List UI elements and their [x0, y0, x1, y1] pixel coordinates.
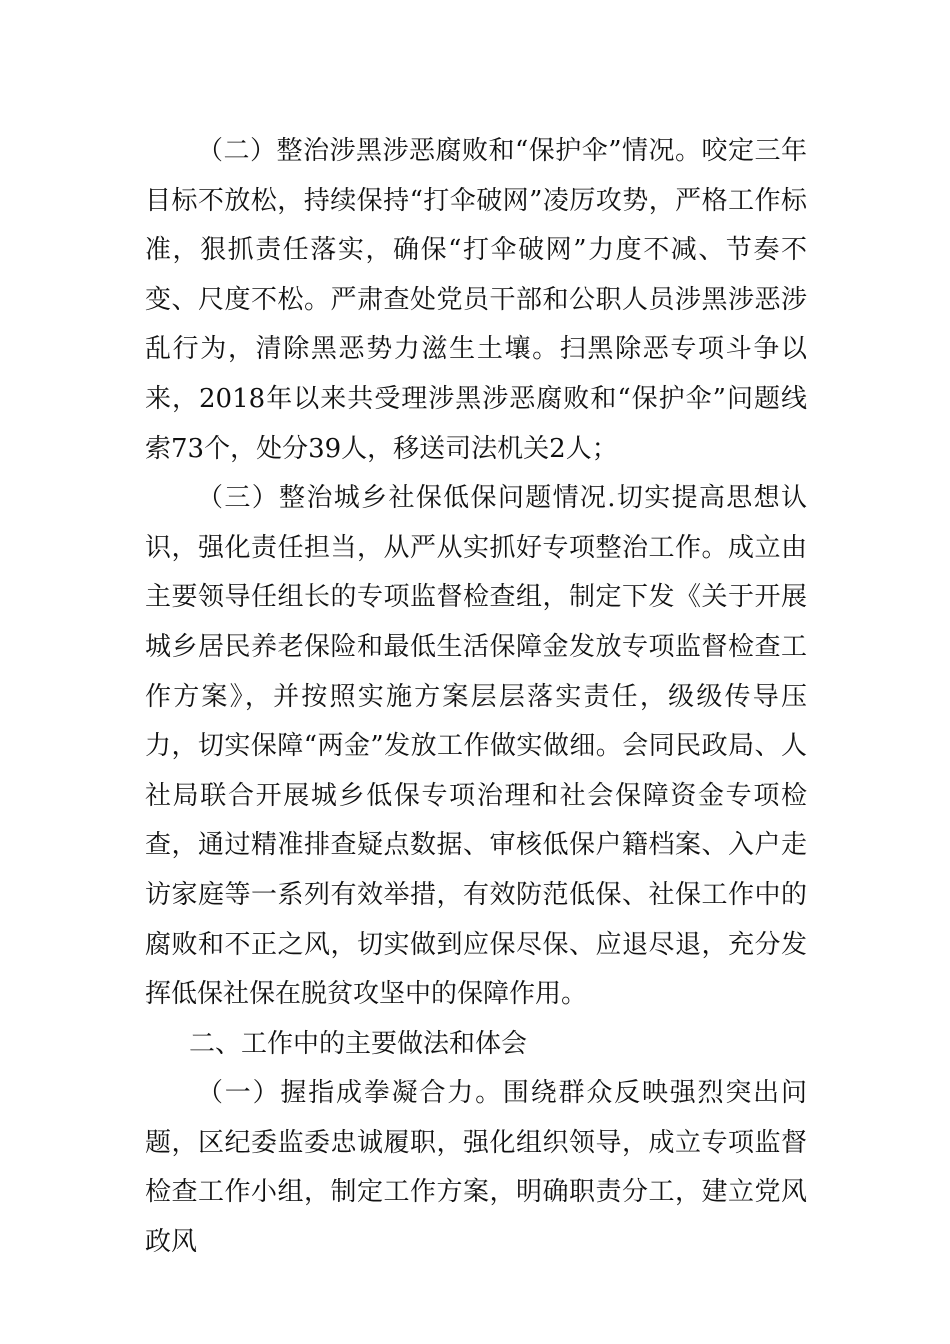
- document-body: [145, 127, 807, 1268]
- paragraph-section-2: （二）整治涉黑涉恶腐败和“保护伞”情况。咬定三年目标不放松，持续保持“打伞破网”凌厉攻势，严格工作标准，狠抓责任落实，确保“打伞破网”力度不减、节奏不变、尺度不松。严肃查处党员干部和公职人员涉黑涉恶涉乱行为，清除黑恶势力滋生土壤。扫黑除恶专项斗争以来，2018年以来共受理涉黑涉恶腐败和“保护伞”问题线索73个，处分39人，移送司法机关2人；: [145, 136, 807, 464]
- section-heading: 二、工作中的主要做法和体会: [189, 1028, 528, 1059]
- paragraph-section-3: （三）整治城乡社保低保问题情况.切实提高思想认识，强化责任担当，从严从实抓好专项整治工作。成立由主要领导任组长的专项监督检查组，制定下发《关于开展城乡居民养老保险和最低生活保障金发放专项监督检查工作方案》，并按照实施方案层层落实责任，级级传导压力，切实保障“两金”发放工作做实做细。会同民政局、人社局联合开展城乡低保专项治理和社会保障资金专项检查，通过精准排查疑点数据、审核低保户籍档案、入户走访家庭等一系列有效举措，有效防范低保、社保工作中的腐败和不正之风，切实做到应保尽保、应退尽退，充分发挥低保社保在脱贫攻坚中的保障作用。: [145, 483, 807, 1010]
- paragraph-subsection-1: （一）握指成拳凝合力。围绕群众反映强烈突出问题，区纪委监委忠诚履职，强化组织领导，成立专项监督检查工作小组，制定工作方案，明确职责分工，建立党风政风: [145, 1078, 807, 1258]
